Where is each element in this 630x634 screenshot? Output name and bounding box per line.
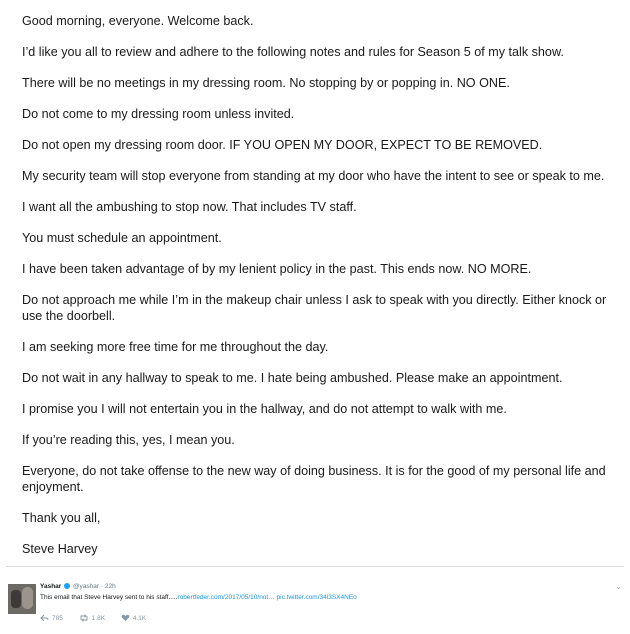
like-button[interactable] xyxy=(121,614,146,622)
email-line: I’d like you all to review and adhere to the following notes and rules for Season 5 of my talk show. xyxy=(22,45,564,59)
reply-icon xyxy=(40,614,49,622)
email-line: Do not approach me while I’m in the makeup chair unless I ask to speak with you directly. Either knock or use the doorbell. xyxy=(22,293,607,323)
email-line: I promise you I will not entertain you in the hallway, and do not attempt to walk with me. xyxy=(22,402,507,416)
email-line: I want all the ambushing to stop now. That includes TV staff. xyxy=(22,200,357,214)
email-line: I have been taken advantage of by my lenient policy in the past. This ends now. NO MORE. xyxy=(22,262,532,276)
tweet-text-body: This email that Steve Harvey sent to his staff..... xyxy=(40,594,178,601)
tweet-link-article[interactable]: robertfeder.com/2017/05/10/not… xyxy=(177,594,275,601)
tweet-author-name[interactable]: Yashar xyxy=(40,583,62,590)
chevron-down-icon[interactable]: ⌄ xyxy=(615,582,622,591)
retweet-count: 1.8K xyxy=(91,615,106,622)
reply-button[interactable] xyxy=(40,614,63,622)
verified-badge-icon xyxy=(64,583,70,589)
divider xyxy=(6,566,624,567)
tweet-header xyxy=(40,582,116,591)
retweet-button[interactable] xyxy=(79,614,105,622)
tweet-text xyxy=(40,593,357,602)
email-line: Thank you all, xyxy=(22,511,101,525)
email-line: Do not open my dressing room door. IF YOU OPEN MY DOOR, EXPECT TO BE REMOVED. xyxy=(22,138,543,152)
like-count: 4.1K xyxy=(132,615,147,622)
email-line: Good morning, everyone. Welcome back. xyxy=(22,14,254,28)
email-line: My security team will stop everyone from standing at my door who have the intent to see or speak to me. xyxy=(22,169,605,183)
email-line: Do not wait in any hallway to speak to me. I hate being ambushed. Please make an appointment. xyxy=(22,371,563,385)
email-line: You must schedule an appointment. xyxy=(22,231,222,245)
email-body xyxy=(22,13,622,572)
tweet-handle[interactable]: @yashar xyxy=(72,583,100,590)
tweet[interactable] xyxy=(6,574,624,630)
tweet-actions xyxy=(40,614,160,622)
email-line: I am seeking more free time for me throughout the day. xyxy=(22,340,329,354)
retweet-icon xyxy=(79,614,89,622)
email-line: There will be no meetings in my dressing room. No stopping by or popping in. NO ONE. xyxy=(22,76,510,90)
avatar[interactable] xyxy=(8,584,36,614)
email-line: If you’re reading this, yes, I mean you. xyxy=(22,433,235,447)
reply-count: 785 xyxy=(52,615,63,622)
email-line: Everyone, do not take offense to the new way of doing business. It is for the good of my personal life and enjoyment. xyxy=(22,464,606,494)
heart-icon xyxy=(121,614,130,622)
tweet-time[interactable]: · 22h xyxy=(100,583,116,590)
email-line: Do not come to my dressing room unless invited. xyxy=(22,107,295,121)
email-signature: Steve Harvey xyxy=(22,542,98,556)
tweet-link-pic[interactable]: pic.twitter.com/34l3SX4NEo xyxy=(276,594,357,601)
